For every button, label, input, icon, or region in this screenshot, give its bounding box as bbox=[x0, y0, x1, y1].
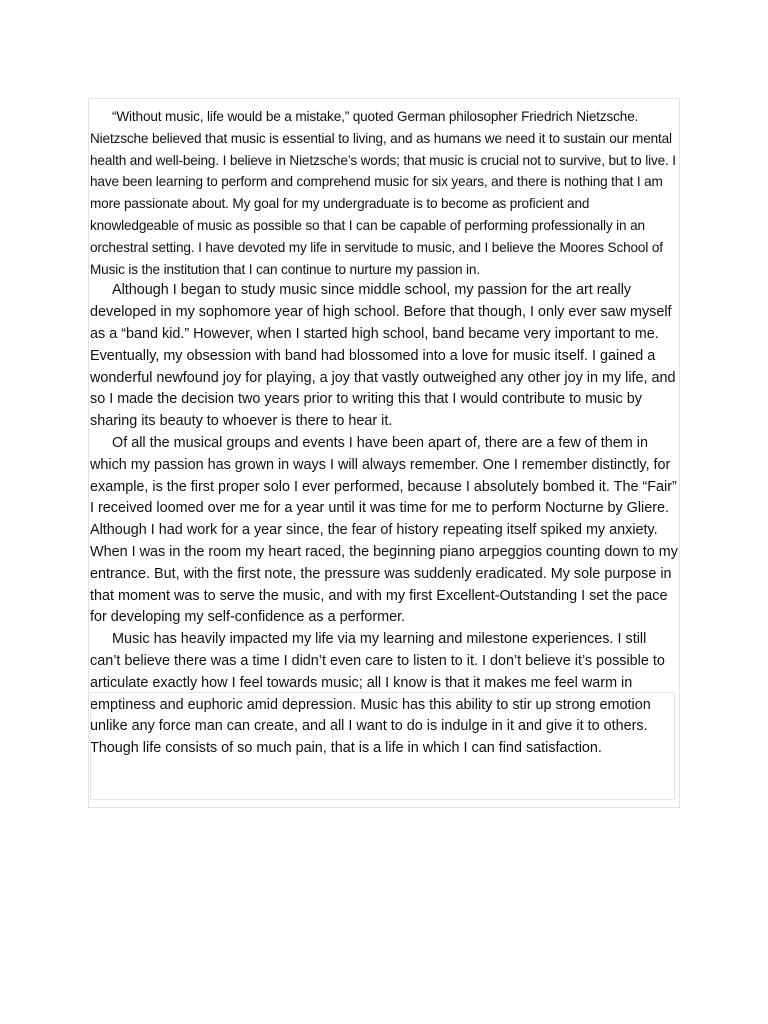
paragraph-3: Of all the musical groups and events I have been apart of, there are a few of them in which my passion has grown in ways I will always remember. One I remember distinctly, for example, is the first proper solo I ever performed, because I absolutely bombed it. The “Fair” I received loomed over me for a year until it was time for me to perform Nocturne by Gliere. Although I had work for a year since, the fear of history repeating itself spiked my anxiety. When I was in the room my heart raced, the beginning piano arpeggios counting down to my entrance. But, with the first note, the pressure was suddenly eradicated. My sole purpose in that moment was to serve the music, and with my first Excellent-Outstanding I set the pace for developing my self-confidence as a performer. bbox=[90, 434, 678, 626]
paragraph-1: “Without music, life would be a mistake,” quoted German philosopher Friedrich Nietzsche. Nietzsche believed that music is essential to living, and as humans we need it to sustain our mental health and well-being. I believe in Nietzsche’s words; that music is crucial not to survive, but to live. I have been learning to perform and comprehend music for six years, and there is nothing that I am more passionate about. My goal for my undergraduate is to become as proficient and knowledgeable of music as possible so that I can be capable of performing professionally in an orchestral setting. I have devoted my life in servitude to music, and I believe the Moores School of Music is the institution that I can continue to nurture my passion in. bbox=[90, 109, 676, 277]
essay-body bbox=[90, 106, 680, 760]
paragraph-2: Although I began to study music since middle school, my passion for the art really developed in my sophomore year of high school. Before that though, I only ever saw myself as a “band kid.” However, when I started high school, band became very important to me. Eventually, my obsession with band had blossomed into a love for music itself. I gained a wonderful newfound joy for playing, a joy that vastly outweighed any other joy in my life, and so I made the decision two years prior to writing this that I would contribute to music by sharing its beauty to whoever is there to hear it. bbox=[90, 282, 676, 430]
paragraph-4: Music has heavily impacted my life via my learning and milestone experiences. I still can’t believe there was a time I didn’t even care to listen to it. I don’t believe it’s possible to articulate exactly how I feel towards music; all I know is that it makes me feel warm in emptiness and euphoric amid depression. Music has this ability to stir up strong emotion unlike any force man can create, and all I want to do is indulge in it and give it to others. Though life consists of so much pain, that is a life in which I can find satisfaction. bbox=[90, 631, 665, 757]
